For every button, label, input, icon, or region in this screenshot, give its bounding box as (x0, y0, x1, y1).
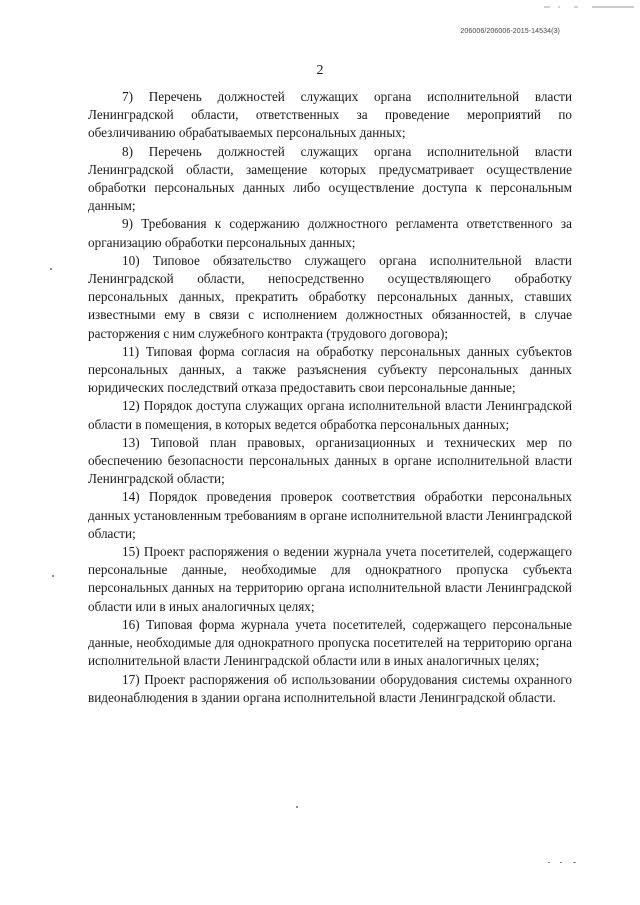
scan-speck (573, 862, 576, 863)
list-item-9: 9) Требования к содержанию должностного регламента ответственного за организацию обработки персональных данных; (88, 216, 572, 250)
list-item-7: 7) Перечень должностей служащих органа исполнительной власти Ленинградской области, ответственных за проведение мероприятий по обезличиванию обрабатываемых персональных данных; (88, 89, 572, 141)
document-body (88, 88, 572, 707)
list-item-8: 8) Перечень должностей служащих органа исполнительной власти Ленинградской области, замещение которых предусматривает осуществление обработки персональных данных либо осуществление доступа к персональным данным; (88, 143, 572, 214)
list-item-12: 12) Порядок доступа служащих органа исполнительной власти Ленинградской области в помещения, в которых ведется обработка персональных данных; (88, 398, 572, 432)
list-item-16: 16) Типовая форма журнала учета посетителей, содержащего персональные данные, необходимые для однократного пропуска посетителей на территорию органа исполнительной власти Ленинградской области или в иных аналогичных целях; (88, 616, 572, 669)
list-item-14: 14) Порядок проведения проверок соответствия обработки персональных данных установленным требованиям в органе исполнительной власти Ленинградской области; (88, 489, 572, 541)
document-id: 206006/206006-2015-14534(3) (460, 28, 560, 35)
list-item-11: 11) Типовая форма согласия на обработку персональных данных субъектов персональных данных, а также разъяснения субъекту персональных данных юридических последствий отказа предоставить свои персональные данные; (88, 343, 572, 396)
scan-speck (560, 862, 562, 863)
list-item-17: 17) Проект распоряжения об использовании оборудования системы охранного видеонаблюдения в здании органа исполнительной власти Ленинградской области. (88, 671, 572, 705)
scan-speck (50, 268, 52, 270)
list-item-13: 13) Типовой план правовых, организационных и технических мер по обеспечению безопасности персональных данных в органе исполнительной власти Ленинградской области; (88, 434, 572, 487)
scan-speck (548, 862, 550, 863)
scan-speck (296, 806, 298, 808)
list-item-10: 10) Типовое обязательство служащего органа исполнительной власти Ленинградской области, непосредственно осуществляющего обработку персональных данных, прекратить обработку персональных данных, ставших известными ему в связи с исполнением должностных обязанностей, в случае расторжения с ним служебного контракта (трудового договора); (88, 252, 572, 341)
scan-speck (52, 575, 54, 577)
list-item-15: 15) Проект распоряжения о ведении журнала учета посетителей, содержащего персональные данные, необходимые для однократного пропуска субъекта персональных данных на территорию органа исполнительной власти Ленинградской области или в иных аналогичных целях; (88, 544, 572, 614)
page-number: 2 (316, 63, 324, 78)
scan-corner-marks (544, 4, 634, 10)
